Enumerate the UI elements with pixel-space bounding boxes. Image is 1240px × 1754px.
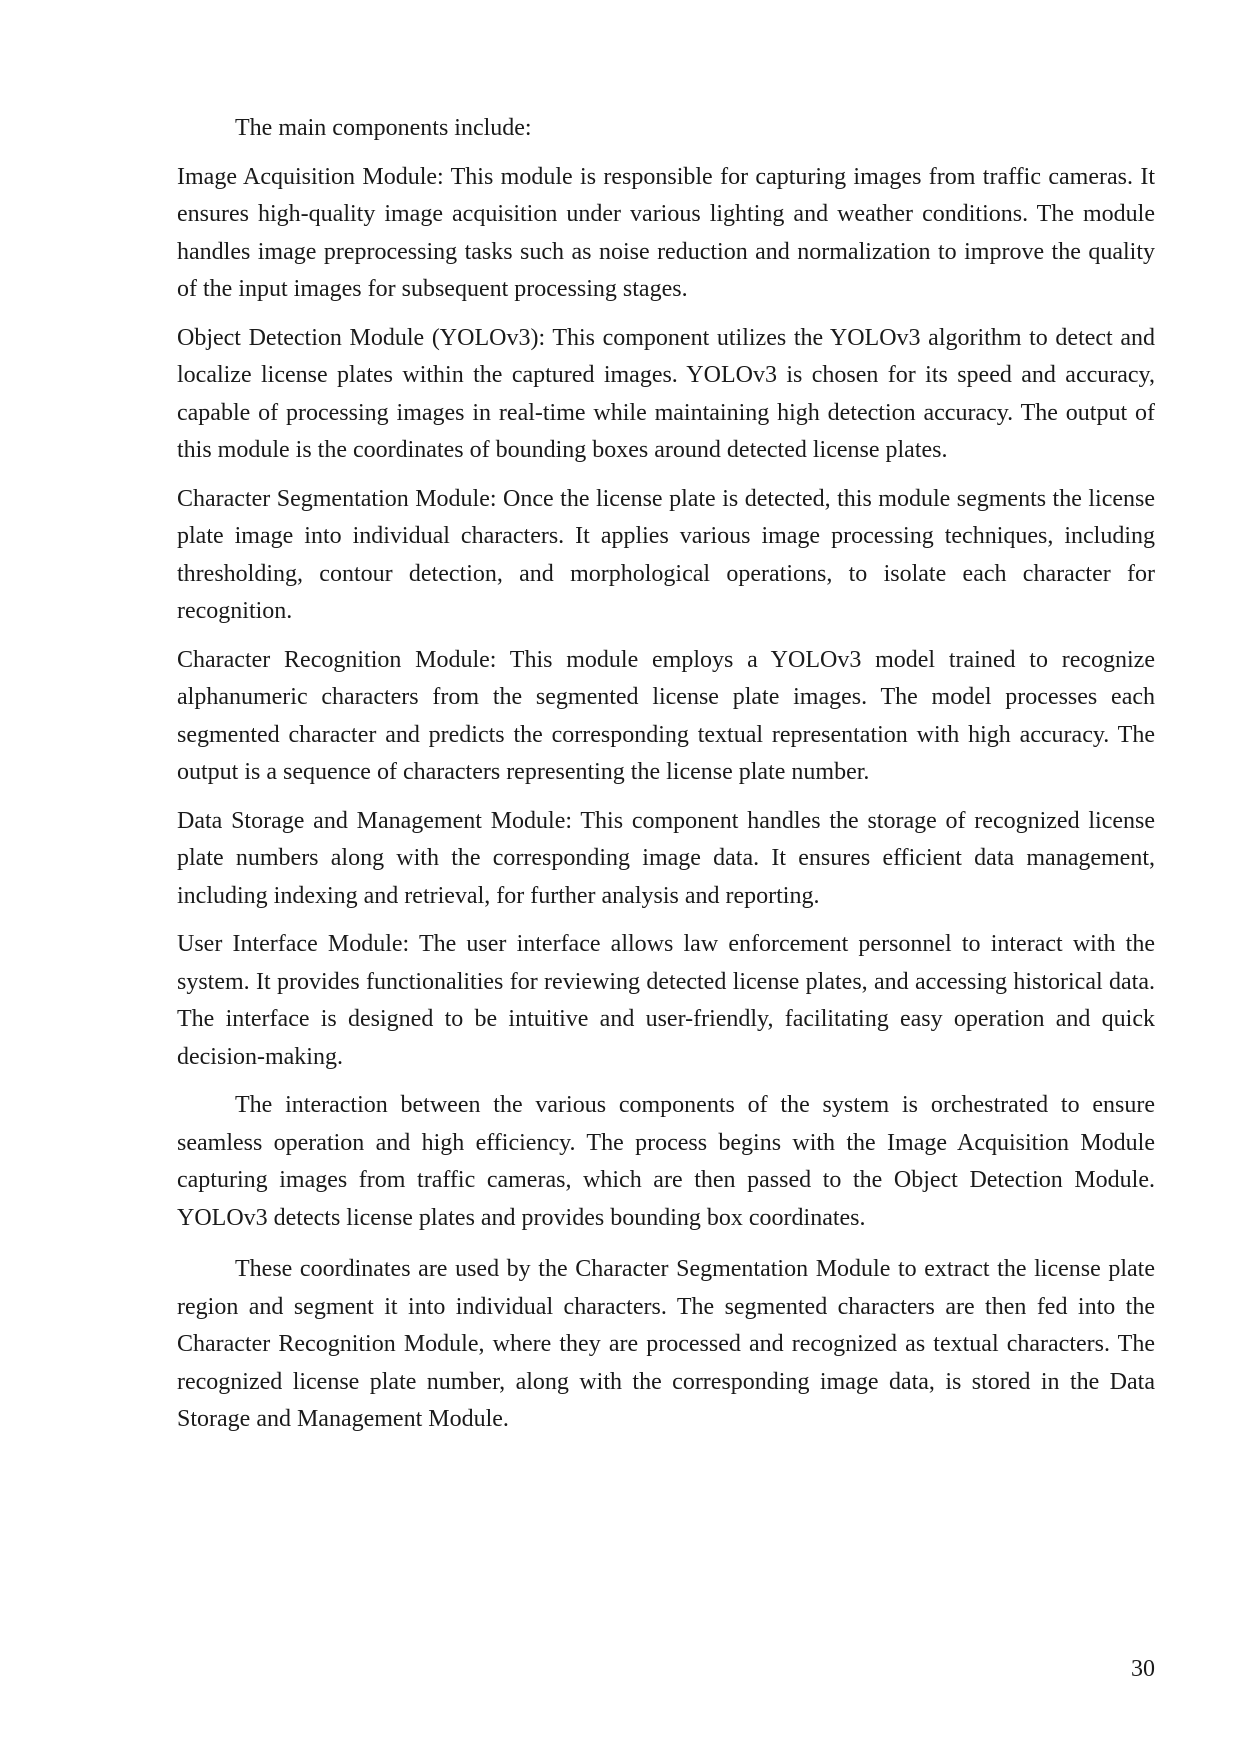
module-paragraph-user-interface: User Interface Module: The user interface allows law enforcement personnel to interact with the system. It provides functionalities for reviewing detected license plates, and accessing historical data. The interface is designed to be intuitive and user-friendly, facilitating easy operation and quick decision-making. [177, 931, 1155, 1070]
page-number: 30 [1131, 1656, 1155, 1682]
interaction-paragraph-2: These coordinates are used by the Character Segmentation Module to extract the license plate region and segment it into individual characters. The segmented characters are then fed into the Character Recognition Module, where they are processed and recognized as textual characters. The recognized license plate number, along with the corresponding image data, is stored in the Data Storage and Management Module. [177, 1256, 1155, 1432]
intro-paragraph: The main components include: [235, 115, 532, 141]
module-paragraph-image-acquisition: Image Acquisition Module: This module is responsible for capturing images from traffic cameras. It ensures high-quality image acquisition under various lighting and weather conditions. The module handles image preprocessing tasks such as noise reduction and normalization to improve the quality of the input images for subsequent processing stages. [177, 163, 1155, 302]
page-body [177, 110, 1155, 1450]
module-paragraph-character-segmentation: Character Segmentation Module: Once the license plate is detected, this module segments the license plate image into individual characters. It applies various image processing techniques, including thresholding, contour detection, and morphological operations, to isolate each character for recognition. [177, 485, 1155, 624]
module-paragraph-data-storage: Data Storage and Management Module: This component handles the storage of recognized license plate numbers along with the corresponding image data. It ensures efficient data management, including indexing and retrieval, for further analysis and reporting. [177, 807, 1155, 909]
interaction-paragraph-1: The interaction between the various components of the system is orchestrated to ensure seamless operation and high efficiency. The process begins with the Image Acquisition Module capturing images from traffic cameras, which are then passed to the Object Detection Module. YOLOv3 detects license plates and provides bounding box coordinates. [177, 1092, 1155, 1231]
module-paragraph-character-recognition: Character Recognition Module: This module employs a YOLOv3 model trained to recognize alphanumeric characters from the segmented license plate images. The model processes each segmented character and predicts the corresponding textual representation with high accuracy. The output is a sequence of characters representing the license plate number. [177, 646, 1155, 785]
module-paragraph-object-detection: Object Detection Module (YOLOv3): This component utilizes the YOLOv3 algorithm to detect and localize license plates within the captured images. YOLOv3 is chosen for its speed and accuracy, capable of processing images in real-time while maintaining high detection accuracy. The output of this module is the coordinates of bounding boxes around detected license plates. [177, 324, 1155, 463]
